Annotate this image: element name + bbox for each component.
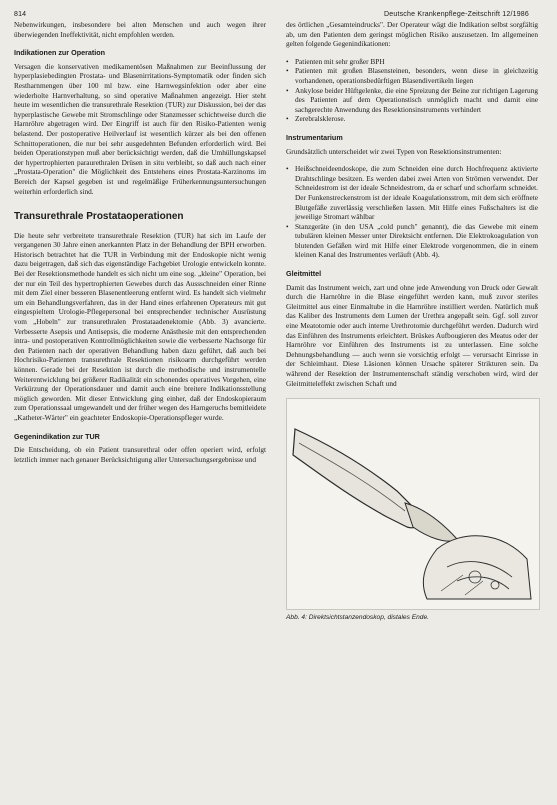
- paragraph-assessment: des örtlichen „Gesamteindrucks". Der Operateur wägt die Indikation selbst sorgfältig ab, um den Patienten dem geringst möglichen Risiko auszusetzen. Im allgemeinen gelten folgende Gegenindikationen:: [286, 20, 538, 49]
- page-number: 814: [14, 11, 27, 18]
- paragraph-indications: Versagen die konservativen medikamentösen Maßnahmen zur Beeinflussung der hyperplasiebedingten Prostata- und Blasenirritations-Symptomatik oder finden sich Restharnmengen über 100 ml bzw. eine Harnwegsinfektion oder aber eine wiederholte Harnverhaltung, so sind operative Maßnahmen angezeigt. Hier steht heute im wesentlichen die transurethrale Resektion (TUR) zur Diskussion, bei der das hyperplastische Gewebe mit Stromschlinge oder Stanzmesser schichtweise durch die Harnröhre abgetragen wird. Der Eingriff ist auch für den Risiko-Patienten wenig belastend. Der postoperative Heilverlauf ist wesentlich kürzer als bei den offenen Schnittoperationen, die nur bei sehr ausgedehnten Befunden erforderlich wird. Bei beiden Operationstypen muß aber berücksichtigt werden, daß die Umhüllungskapsel der hypertrophierten paraurethralen Drüsen in situ verbleibt, so daß auch nach einer „Prostata-Operation" die Möglichkeit des Entstehens eines Prostata-Karzinoms im Bereich der Kapsel gegeben ist und regelmäßige Früherkennungsuntersuchungen weiterhin erforderlich sind.: [14, 61, 266, 196]
- list-item: • Patienten mit sehr großer BPH: [295, 57, 538, 67]
- heading-contraindication: Gegenindikation zur TUR: [14, 431, 100, 441]
- paragraph-instruments: Grundsätzlich unterscheidet wir zwei Typen von Resektionsinstrumenten:: [286, 146, 502, 156]
- paragraph-tur: Die heute sehr verbreitete transurethrale Resektion (TUR) hat sich im Laufe der vergangenen 30 Jahre einen anerkannten Platz in der Behandlung der BPH erworben. Historisch betrachtet hat die TUR in Verbindung mit der Endoskopie nicht wenig dazu beigetragen, daß sich das eigenständige Fachgebiet Urologie entwickeln konnte. Bei der Resektionsmethode handelt es sich nicht um eine sog. „kleine" Operation, bei der nur ein Teil des hypertrophierten Gewebes durch das Aussschneiden einer Rinne mit dem Ziel einer besseren Blasenentleerung entfernt wird. Es handelt sich vielmehr um ein Behandlungsverfahren, das in der Hand eines erfahrenen Operateurs mit gut eingespieltem Urologie-Pflegepersonal bei entsprechender technischer Ausrüstung vom „Hobeln" zur transurethralen Prostataadenektomie (Abb. 3) avancierte. Verbesserte Asepsis und Antisepsis, die moderne Anästhesie mit den entsprechenden intra- und postoperativen Kontrollmöglichkeiten sowie die verbesserte Nachsorge für den Patienten nach der operativen Behandlung haben dazu geführt, daß auch bei Hochrisiko-Patienten transurethrale Resektionen risikoarm durchgeführt werden können. Gerade bei der Resektion ist durch die methodische und instrumentelle Weiterentwicklung bei größerer Radikalität ein schonendes operatives Vorgehen, eine Verkürzung der Operationsdauer und damit auch eine breitere Indikationsstellung möglich geworden. Mit dieser Entwicklung ging einher, daß der Endoskopieraum zum Operationssaal umgewandelt und der früher wegen des Harngeruchs bemitleidete „Katheter-Wärter" ein geachteter Endoskopie-Operationspfleger wurde.: [14, 230, 266, 422]
- list-item: • Stanzgeräte (in den USA „cold punch" genannt), die das Gewebe mit einem tubulären kleinen Messer unter Direktsicht entfernen. Die Elektrokoagulation von blutenden Gefäßen wird mit Hilfe einer Elektrode vorgenommen, die in einem kleinen Kanal des Instrumentes verläuft (Abb. 4).: [295, 222, 538, 260]
- endoscope-illustration: [287, 399, 539, 609]
- heading-indications: Indikationen zur Operation: [14, 48, 106, 58]
- intro-paragraph: Nebenwirkungen, insbesondere bei alten Menschen und auch wegen ihrer überwiegenden Ineffektivität, nicht empfohlen werden.: [14, 20, 266, 39]
- section-title: Transurethrale Prostataoperationen: [14, 211, 184, 223]
- right-column: [286, 20, 538, 623]
- paragraph-lubricant: Damit das Instrument weich, zart und ohne jede Anwendung von Druck oder Gewalt durch die Harnröhre in die Blase eingeführt werden kann, muß zuvor steriles Gleitmittel aus einer Einmaltube in die Harnröhre instilliert werden. Natürlich muß das Kaliber des Instruments dem Lumen der Urethra angepaßt sein. Ggf. soll zuvor eine Meatotomie oder auch interne Urethrotomie durchgeführt werden. Dadurch wird das Einführen des Instruments erleichtert. Brüskes Aufbougieren des Meatus oder der Harnröhre vor Einführen des Instruments ist zu unterlassen. Eine solche Dehnungsbehandlung — auch wenn sie vorsichtig erfolgt — verursacht Einrisse in der Schleimhaut. Diese Läsionen können Ursache späterer Strikturen sein. Da während der Resektion der Instrumentenschaft ständig verschoben wird, wird der Gleitmitteleffekt zwischen Schaft und: [286, 282, 538, 388]
- list-item: • Heißschneideendoskope, die zum Schneiden eine durch Hochfrequenz aktivierte Drahtschlinge besitzen. Es werden dabei zwei Arten von Strömen verwendet. Der Schneidestrom ist der ideale Schneidestrom, da er scharf und schorfarm schneidet. Der Funkenstreckenstrom ist der ideale Koagulationsstrom, mit dem sich eröffnete Blutgefäße zuverlässig verschließen lassen. Mit Hilfe eines Fußschalters ist die jeweilige Stromart wählbar: [295, 164, 538, 222]
- list-item: • Ankylose beider Hüftgelenke, die eine Spreizung der Beine zur richtigen Lagerung des Patienten auf dem Operationstisch unmöglich macht und damit eine sachgerechte Anwendung des Resektionsinstruments verhindert: [295, 86, 538, 115]
- contraindication-list: [286, 57, 538, 124]
- instrument-type-list: [286, 164, 538, 260]
- heading-lubricant: Gleitmittel: [286, 269, 322, 279]
- list-item: • Patienten mit großen Blasensteinen, besonders, wenn diese in gleichzeitig vorhandenen, operationsbedürftigen Blasendivertikeln liegen: [295, 66, 538, 85]
- journal-header: Deutsche Krankenpflege-Zeitschrift 12/1986: [384, 11, 529, 18]
- endoscope-figure: [286, 398, 540, 610]
- heading-instruments: Instrumentarium: [286, 132, 343, 142]
- list-item: • Zerebralsklerose.: [295, 114, 538, 124]
- left-column: [14, 20, 266, 472]
- paragraph-decision: Die Entscheidung, ob ein Patient transurethral oder offen operiert wird, erfolgt letztlich immer nach genauer Berücksichtigung aller Untersuchungsergebnisse und: [14, 445, 266, 464]
- figure-caption: Abb. 4: Direktsichtstanzendoskop, distales Ende.: [286, 614, 429, 622]
